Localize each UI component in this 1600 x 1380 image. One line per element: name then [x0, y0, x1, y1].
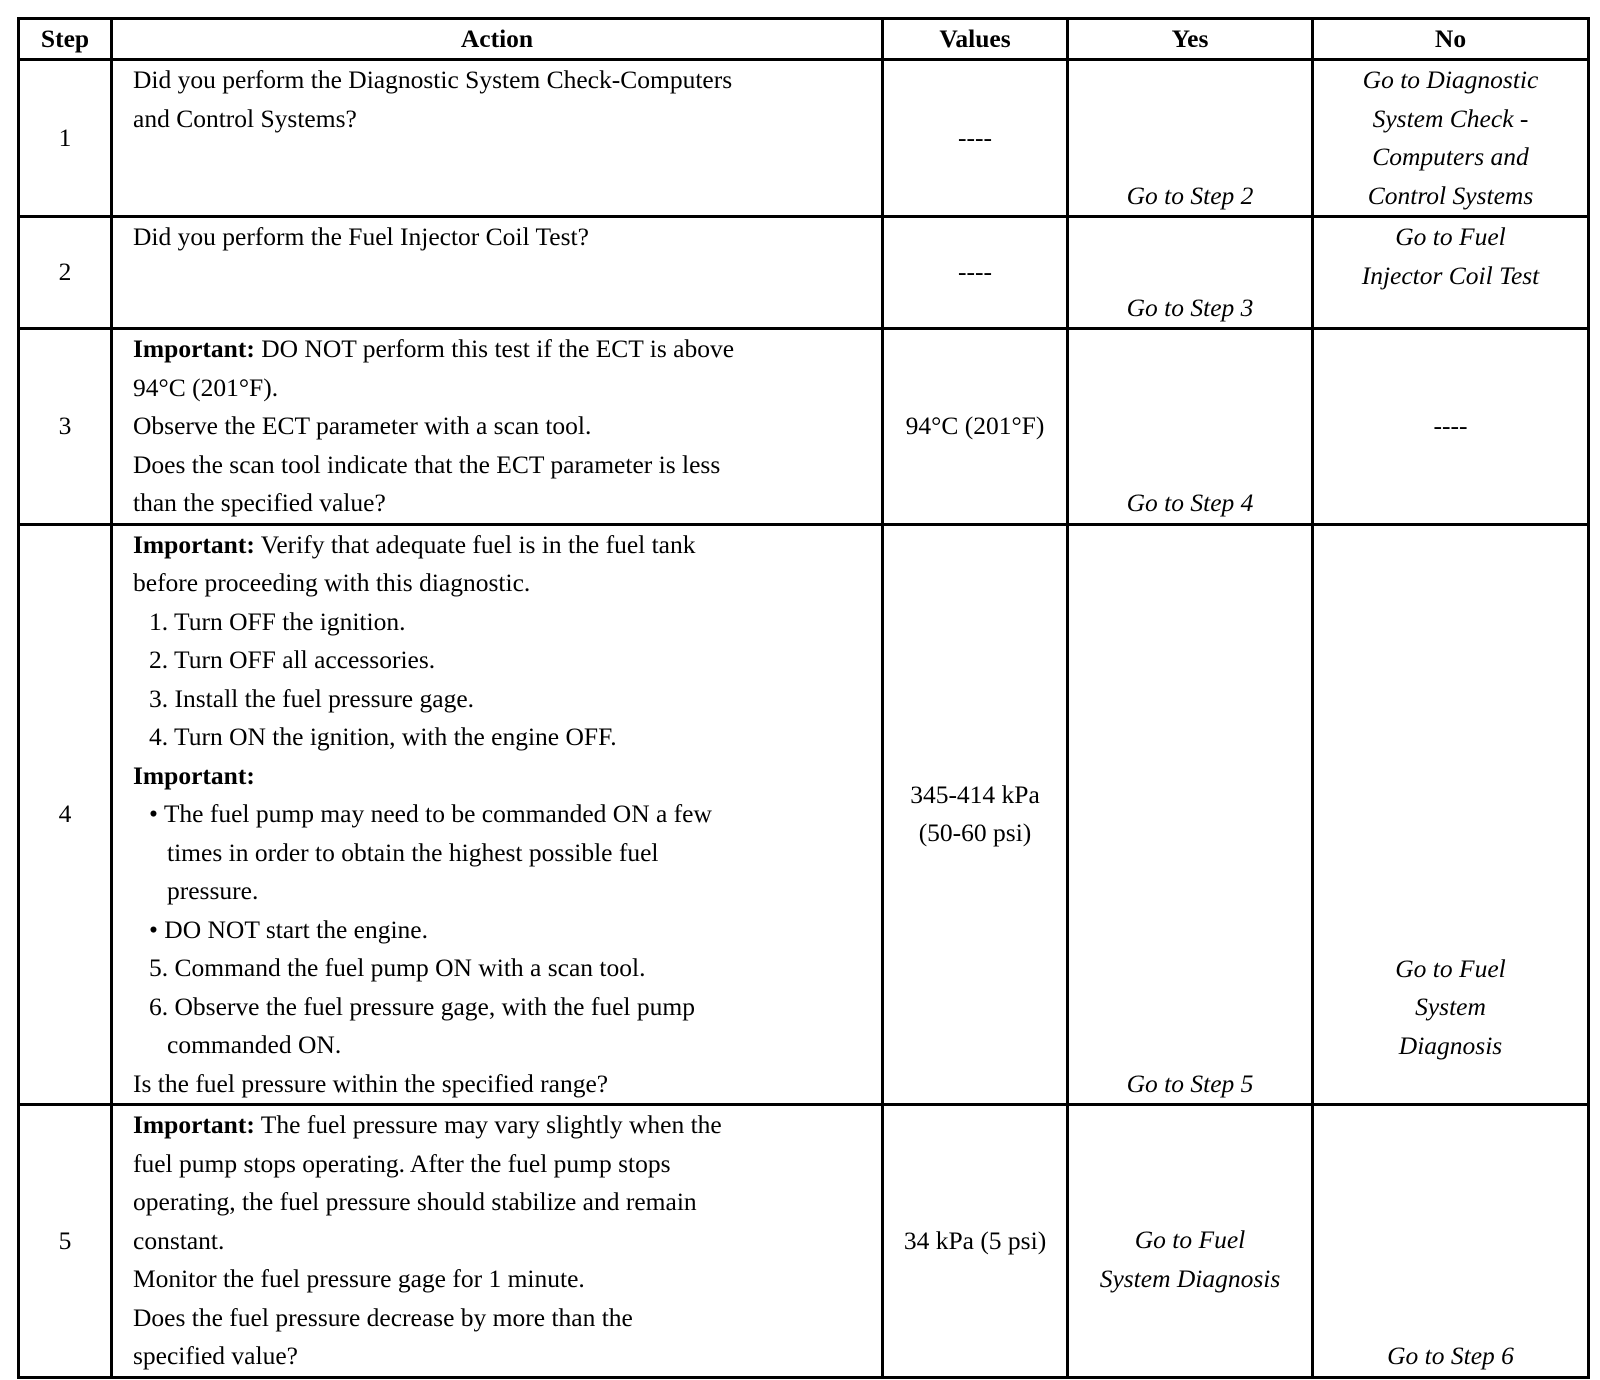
bullet-item: • The fuel pump may need to be commanded ON a few [149, 799, 712, 828]
important-text: DO NOT perform this test if the ECT is above [254, 334, 735, 363]
yes-link[interactable]: Go to Step 5 [1126, 1068, 1254, 1098]
no-link-line[interactable]: Injector Coil Test [1361, 260, 1540, 290]
no-link[interactable]: Go to Step 6 [1387, 1341, 1514, 1370]
action-cell [112, 329, 883, 525]
important-label: Important: [133, 1110, 255, 1139]
action-cell [112, 524, 883, 1105]
action-question: Is the fuel pressure within the specified range? [133, 1068, 609, 1098]
important-label: Important: [133, 760, 255, 790]
yes-link-line[interactable]: System Diagnosis [1099, 1263, 1281, 1293]
action-line: before proceeding with this diagnostic. [133, 568, 531, 597]
action-line: Did you perform the Diagnostic System Check-Computers [133, 65, 733, 94]
no-link-line[interactable]: Go to Fuel [1395, 953, 1506, 983]
yes-link[interactable]: Go to Step 4 [1126, 488, 1254, 517]
yes-cell [1068, 1105, 1313, 1378]
action-line: Does the fuel pressure decrease by more than the [133, 1302, 633, 1332]
header-yes: Yes [1068, 19, 1313, 60]
important-text: Verify that adequate fuel is in the fuel tank [254, 529, 696, 559]
header-values: Values [883, 19, 1068, 60]
action-line: and Control Systems? [133, 103, 357, 133]
action-line: Did you perform the Fuel Injector Coil Test? [133, 222, 589, 251]
procedure-step: 2. Turn OFF all accessories. [149, 645, 436, 674]
yes-cell [1068, 329, 1313, 525]
step-number: 3 [19, 329, 112, 525]
important-label: Important: [133, 529, 255, 559]
important-text: The fuel pressure may vary slightly when the [254, 1110, 722, 1139]
procedure-step: 6. Observe the fuel pressure gage, with the fuel pump [149, 991, 695, 1021]
table-row [19, 217, 1589, 329]
yes-cell [1068, 60, 1313, 217]
step-number: 4 [19, 524, 112, 1105]
yes-link[interactable]: Go to Step 2 [1126, 180, 1254, 210]
step-number: 1 [19, 60, 112, 217]
no-cell [1313, 524, 1589, 1105]
action-line: fuel pump stops operating. After the fuel pump stops [133, 1148, 671, 1178]
action-line: constant. [133, 1225, 225, 1255]
procedure-step: 5. Command the fuel pump ON with a scan tool. [149, 953, 646, 982]
table-row [19, 60, 1589, 217]
procedure-step-cont: commanded ON. [167, 1030, 342, 1059]
no-link-line[interactable]: System [1415, 992, 1486, 1021]
action-line: than the specified value? [133, 488, 386, 517]
action-cell [112, 1105, 883, 1378]
bullet-item-cont: pressure. [167, 876, 259, 905]
no-link-line[interactable]: Go to Fuel [1395, 222, 1506, 251]
action-cell [112, 217, 883, 329]
action-line: 94°C (201°F). [133, 372, 279, 402]
step-number: 5 [19, 1105, 112, 1378]
values-cell: 34 kPa (5 psi) [883, 1105, 1068, 1378]
table-row [19, 329, 1589, 525]
values-line: (50-60 psi) [918, 818, 1032, 848]
action-line: Monitor the fuel pressure gage for 1 minute. [133, 1264, 585, 1293]
header-action: Action [112, 19, 883, 60]
values-cell: ---- [883, 217, 1068, 329]
procedure-step: 4. Turn ON the ignition, with the engine OFF. [149, 722, 617, 751]
yes-link[interactable]: Go to Step 3 [1126, 292, 1254, 322]
action-cell [112, 60, 883, 217]
values-cell: ---- [883, 60, 1068, 217]
values-cell: 94°C (201°F) [883, 329, 1068, 525]
no-link-line[interactable]: Diagnosis [1398, 1030, 1503, 1060]
bullet-item-cont: times in order to obtain the highest possible fuel [167, 837, 659, 867]
table-row [19, 1105, 1589, 1378]
spacer [1314, 1065, 1587, 1103]
action-line: specified value? [133, 1341, 298, 1370]
no-link-line[interactable]: Computers and [1372, 142, 1529, 171]
important-line [133, 330, 875, 369]
spacer [1069, 1183, 1311, 1221]
header-row [19, 19, 1589, 60]
procedure-step: 1. Turn OFF the ignition. [149, 606, 406, 636]
no-link-line[interactable]: System Check - [1372, 103, 1529, 133]
yes-cell [1068, 524, 1313, 1105]
yes-link-line[interactable]: Go to Fuel [1134, 1225, 1246, 1255]
no-cell [1313, 60, 1589, 217]
header-step: Step [19, 19, 112, 60]
no-cell [1313, 217, 1589, 329]
bullet-item: • DO NOT start the engine. [149, 914, 428, 944]
action-line: operating, the fuel pressure should stabilize and remain [133, 1187, 697, 1216]
header-no: No [1313, 19, 1589, 60]
no-link-line[interactable]: Go to Diagnostic [1362, 65, 1539, 94]
no-cell: ---- [1313, 329, 1589, 525]
diagnostic-table [17, 17, 1590, 1379]
table-row [19, 524, 1589, 1105]
important-label: Important: [133, 334, 255, 363]
action-line: Does the scan tool indicate that the ECT parameter is less [133, 449, 721, 479]
action-line: Observe the ECT parameter with a scan tool. [133, 411, 592, 440]
important-line [133, 1106, 875, 1145]
no-link-line[interactable]: Control Systems [1367, 180, 1534, 210]
values-line: 345-414 kPa [910, 779, 1040, 809]
no-cell [1313, 1105, 1589, 1378]
procedure-step: 3. Install the fuel pressure gage. [149, 683, 475, 713]
step-number: 2 [19, 217, 112, 329]
values-cell [883, 524, 1068, 1105]
important-line [133, 526, 875, 565]
important-line [133, 757, 875, 796]
yes-cell [1068, 217, 1313, 329]
